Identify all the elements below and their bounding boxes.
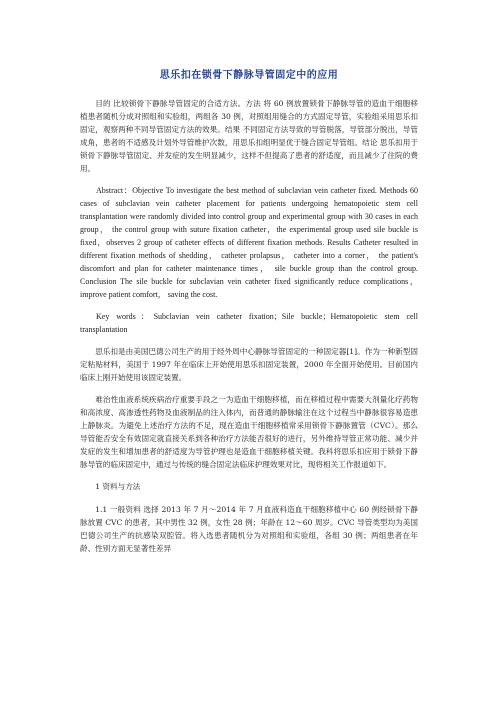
document-title: 思乐扣在锁骨下静脉导管固定中的应用 (159, 70, 339, 81)
intro-paragraph-1: 思乐扣是由美国巴德公司生产的用于经外周中心静脉导管固定的一种固定器[1]。作为一种新型固定粘贴材料，美国于 1997 年在临床上开始使用思乐扣固定装置，2000 年全面开始使用。目前国内临床上刚开始使用该固定装置。 (80, 347, 418, 382)
abstract-chinese: 目的 比较锁骨下静脉导管固定的合适方法。方法 将 60 例放置锁骨下静脉导管的造血干细胞移植患者随机分成对照组和实验组，两组各 30 例，对照组用缝合的方式固定导管，实验组采用思乐扣固定，观察两种不同导管固定方法的效果。结果 不同固定方法导致的导管脱落，导管部分脱出，导管成角，患者的不适感及计划外导管维护次数，用思乐扣组明显优于缝合固定导管组。结论 思乐扣用于锁骨下静脉导管固定、并发症的发生明显减少，这样不但提高了患者的舒适度，而且减少了住院的费用。 (80, 99, 418, 173)
section-heading-1: 1 资料与方法 (95, 482, 141, 491)
abstract-english: Abstract：Objective To investigate the best method of subclavian vein catheter fixed. Methods 60 cases of subclavian vein catheter placement for patients undergoing hematopoietic stem cell transplantation were randomly divided into control group and experimental group with 30 cases in each group， the control group with suture fixation catheter，the experimental group used sile buckle is fixed，observes 2 group of catheter effects of different fixation methods. Results Catheter resulted in different fixation methods of shedding， catheter prolapsus， catheter into a corner， the patient's discomfort and plan for catheter maintenance times， sile buckle group than the control group. Conclusion The sile buckle for subclavian vein catheter fixed significantly reduce complications， improve patient comfort， saving the cost. (80, 186, 418, 299)
intro-paragraph-2: 难治性血液系统疾病治疗重要手段之一为造血干细胞移植，而在移植过程中需要大剂量化疗药物和高浓度、高渗透性药物及血液制品的注入体内，而普通的静脉输注在这个过程当中静脉很容易造患上静脉炎。为避免上述治疗方法的不足，现在造血干细胞移植常采用锁骨下静脉置管（CVC）。那么导管能否安全有效固定就直接关系到各种治疗方法能否很好的进行，另外维持导管正常功能、减少并发症的发生和增加患者的舒适度为导管护理也是造血干细胞移植关键。我科将思乐扣应用于锁骨下静脉导管的临床固定中，通过与传统的缝合固定法临床护理效果对比，现将相关工作报道如下。 (80, 395, 418, 469)
document-page (80, 66, 418, 564)
keywords-english: Key words：Subclavian vein catheter fixation；Sile buckle；Hematopoietic stem cell transplantation (80, 312, 418, 334)
section-1-1-paragraph: 1.1 一般资料 选择 2013 年 7 月～2014 年 7 月血液科造血干细胞移植中心 60 例经锁骨下静脉放置 CVC 的患者，其中男性 32 例，女性 28 例；年龄在 12～60 周岁。CVC 导管类型均为美国巴德公司生产的抗感染双腔管。将入选患者随机分为对照组和实验组，各组 30 例；两组患者在年龄、性别方面无显著性差异 (80, 505, 418, 553)
